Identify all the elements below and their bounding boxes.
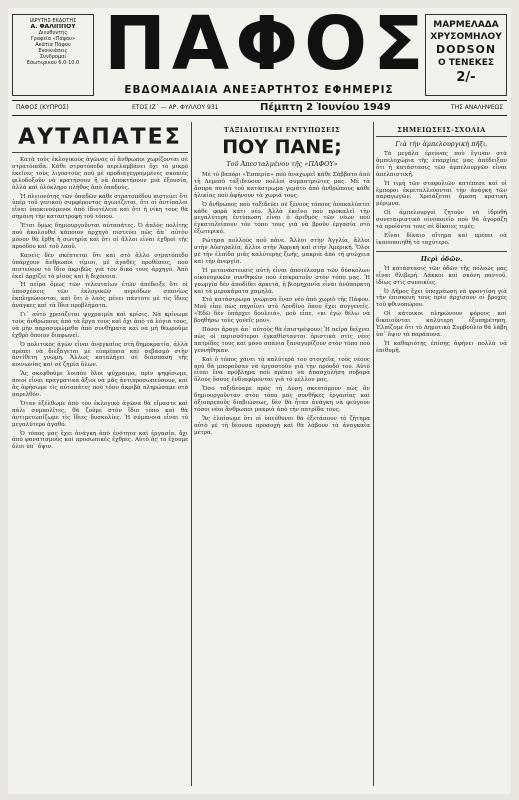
article-column-1 (12, 122, 188, 786)
article-column-3 (376, 122, 507, 786)
publisher-line: Γραφεία «Πάφου» (30, 36, 76, 42)
publisher-line: Ενοικιάσεις (38, 48, 68, 54)
dateline-issue: ΕΤΟΣ ΙΖ΄ — ΑΡ. ΦΥΛΛΟΥ 931 (132, 104, 219, 111)
article-paragraph: Ἡ πλειονότης τῶν ὁπαδῶν κάθε στρατοπέδου πιστεύει ὅτι ὑπὲρ τοῦ γενικοῦ συμφέροντος ἀγωνίζεται, ὅτι οἱ ἀντίπαλοι εἶναι ὑποκινούμενοι ἀπὸ ἰδιοτέλεια καὶ ὅτι ἡ νίκη τους θὰ σημάνη τὴν καταστροφὴ τοῦ τόπου. (12, 193, 188, 221)
publisher-line: Διευθυντής (38, 30, 68, 36)
publisher-line: Ακάτια Πάφου (35, 42, 71, 48)
publisher-line: Α. ΦΑΛΙΠΠΟΥ (30, 24, 76, 30)
section-divider (376, 251, 507, 252)
ad-line: ΧΡΥΣΟΜΗΛΟΥ (430, 32, 502, 42)
article-paragraph: Ρώτησα πολλοὺς ποῦ πᾶνε. Ἄλλοι στὴν Ἀγγλία, ἄλλοι στὴν Αὐστραλία, ἄλλοι στὴν Ἀφρική καὶ στὴν Ἀμερική. Ὅλοι μὲ τὴν ἐλπίδα μιᾶς καλύτερης ζωῆς, μακριὰ ἀπὸ τὴ φτώχεια καὶ τὴν ἀνεργία. (194, 238, 370, 265)
article-paragraph: Ἔτσι ὅμως δημιουργοῦνται αὐταπάτες. Ὁ ἀπλὸς πολίτης ποὺ ἀκολουθεῖ κάποιον ἀρχηγὸ πιστεύει πὼς ἀπ᾿ αὐτὸν μόνον θὰ ἔρθη ἡ σωτηρία καὶ ὅτι οἱ ἄλλοι εἶναι ἐχθροὶ τῆς προόδου καὶ τοῦ λαοῦ. (12, 223, 188, 250)
article-paragraph: Στὸ κατάστρωμα γνώρισα ἕναν νέο ἀπὸ χωριὸ τῆς Πάφου. Μοῦ εἶπε πὼς πηγαίνει στὸ Λονδῖνο ὅπου ἔχει συγγενεῖς. «Ἐδῶ δὲν ὑπάρχει δουλειά», μοῦ εἶπε, «κι ἐγὼ θέλω νὰ βοηθήσω τοὺς γονεῖς μου». (194, 297, 370, 325)
dateline-address: ΤΗΣ ΑΝΑΛΗΨΕΩΣ (450, 104, 503, 111)
newspaper-subtitle: ΕΒΔΟΜΑΔΙΑΙΑ ΑΝΕΞΑΡΤΗΤΟΣ ΕΦΗΜΕΡΙΣ (124, 84, 394, 96)
article-paragraph: Ὁ τόπος μας ἔχει ἀνάγκη ἀπὸ ἑνότητα καὶ ἐργασία, ὄχι ἀπὸ φανατισμοὺς καὶ προσωπικὲς ἔχθρες. Αὐτὸ ἂς τὸ ἔχουμε ὅλοι ὑπ᾿ ὄψιν. (12, 430, 188, 451)
article-paragraph: Ἂς ἐλπίσωμε ὅτι οἱ ὑπεύθυνοι θὰ ἐξετάσουν τὸ ζήτημα αὐτὸ μὲ τὴ δέουσα προσοχὴ καὶ θὰ λάβουν τὰ ἀναγκαῖα μέτρα. (194, 415, 370, 436)
dateline (12, 100, 507, 116)
ad-price-label: Ο ΤΕΝΕΚΕΣ (437, 58, 495, 68)
article-paragraph: Ὅταν ἐξέλθωμε ἀπὸ τὸν ἐκλογικὸ ἀγῶνα θὰ εἴμαστε καὶ πάλι συμπολῖτες, θὰ ζοῦμε στὸν ἴδιο τόπο καὶ θὰ ἀντιμετωπίζωμε τὶς ἴδιες δυσκολίες. Ἡ σύμπνοια εἶναι τὸ μεγαλύτερο ἀγαθό. (12, 400, 188, 428)
article-paragraph: Ἡ τιμὴ τῶν σταφυλιῶν κατέπεσε καὶ οἱ ἔμποροι ἐκμεταλλεύονται τὴν ἀνάγκη τῶν παραγωγῶν. Χρειάζεται ἄμεση κρατικὴ μέριμνα. (376, 180, 507, 208)
article-paragraph: Γι᾿ αὐτὸ χρειάζεται ψυχραιμία καὶ κρίσις. Νὰ κρίνωμε τοὺς ἀνθρώπους ἀπὸ τὰ ἔργα τους καὶ ὄχι ἀπὸ τὰ λόγια τους, νὰ μὴν παρασυρώμεθα ἀπὸ συνθήματα καὶ νὰ μὴ θεωροῦμε ἐχθρὸ ὅποιον διαφωνεῖ. (12, 312, 188, 339)
article-paragraph: Εἶναι δίκαιο αἴτημα καὶ πρέπει νὰ ἱκανοποιηθῆ τὸ ταχύτερο. (376, 232, 507, 246)
article-paragraph: Ἡ πεῖρα ὅμως τῶν τελευταίων ἐτῶν ἀπέδειξε ὅτι οἱ ὑποσχέσεις τῶν ἐκλογικῶν περιόδων σπανίως ἐκπληρώνονται, καὶ ὅτι ὁ λαὸς μένει πάντοτε μὲ τὶς ἴδιες ἀνάγκες καὶ τὰ ἴδια προβλήματα. (12, 282, 188, 310)
section-subhead: Περὶ ὁδῶν. (420, 254, 463, 263)
article-paragraph: Ἡ καθαριότης ἐπίσης ἀφήνει πολλὰ νὰ ἐπιθυμῆ. (376, 340, 507, 354)
article-body (12, 157, 188, 451)
article-byline: Τοῦ Ἀπεσταλμένου τῆς «ΠΑΦΟΥ» (226, 160, 338, 168)
article-paragraph: Ὅσο ταξιδεύαμε πρὸς τὴ Δύση σκεπτόμουν πὼς ἂν δημιουργοῦνταν στὸν τόπο μας συνθῆκες ἐργασίας καὶ ἀξιοπρεποῦς διαβιώσεως, δὲν θὰ ἦταν ἀνάγκη νὰ φεύγουν τόσοι νέοι ἄνθρωποι μακριὰ ἀπὸ τὴν πατρίδα τους. (194, 386, 370, 413)
article-paragraph: Τὰ μεγάλα ἐρεύνας ποὺ ἔγιναν στὰ ἀμπελοχώρια τῆς ἐπαρχίας μας ἀπέδειξαν ὅτι ἡ κατάστασις τῶν ἀμπελουργῶν εἶναι ἀπελπιστική. (376, 151, 507, 178)
advertisement-box (425, 14, 507, 96)
newspaper-title: ΠΑΦΟΣ (104, 1, 430, 87)
article-headline: ΠΟΥ ΠΑΝΕ; (222, 136, 342, 158)
article-paragraph: Καὶ ὁ τόπος χάνει τὰ καλύτερά του στοιχεῖα, τοὺς νέους ποὺ θὰ μποροῦσαν νὰ ἐργαστοῦν γιὰ τὴν πρόοδό του. Αὐτὸ εἶναι ἕνα πρόβλημα ποὺ πρέπει νὰ ἀπασχολήση σοβαρὰ ὅλους ὅσους ἐνδιαφέρονται γιὰ τὸ μέλλον μας. (194, 356, 370, 384)
publisher-line: Εσωτερικού 6.0-10.0 (26, 60, 80, 66)
dateline-place: ΠΑΦΟΣ (ΚΥΠΡΟΣ) (16, 104, 69, 111)
article-kicker: ΤΑΞΙΔΙΩΤΙΚΑΙ ΕΝΤΥΠΩΣΕΙΣ (223, 126, 341, 134)
article-headline: ΑΥΤΑΠΑΤΕΣ (12, 126, 188, 153)
article-paragraph: Ὁ ἄνθρωπος ποὺ ταξιδεύει σὲ ξένους τόπους ἀνακαλύπτει κάθε φορὰ κάτι νέο. Ἀλλὰ ἐκεῖνο ποὺ προκαλεῖ τὴν μεγαλύτερη ἐντύπωση εἶναι ὁ ἀριθμὸς τῶν νέων ποὺ ἐγκαταλείπουν τὸν τόπο τους γιὰ νὰ βροῦν ἐργασία στὸ ἐξωτερικό. (194, 201, 370, 236)
masthead (8, 1, 511, 120)
publisher-line: Συνδρομαί (39, 54, 67, 60)
section-subhead: Γιὰ τὴν ἀμπελουργικὴ πῆξι. (395, 140, 488, 148)
ad-line: ΜΑΡΜΕΛΑΔΑ (433, 20, 499, 30)
article-paragraph: Ὁ Δῆμος ἔχει ὑποχρέωση νὰ φροντίση γιὰ τὴν ἐπισκευὴ τους πρὶν ἀρχίσουν οἱ βροχές τοῦ φθινοπώρου. (376, 288, 507, 309)
article-paragraph: Κανεὶς δὲν σκέπτεται ὅτι καὶ στὸ ἄλλο στρατόπεδο ὑπάρχουν ἄνθρωποι τίμιοι, μὲ ἀγαθὲς προθέσεις, ποὺ πιστεύουν τὸ ἴδιο ἀκριβῶς γιὰ τὸν δικό τους ἀρχηγό. Ἀπὸ ἐκεῖ ἀρχίζει τὸ μῖσος καὶ ἡ διχόνοια. (12, 252, 188, 280)
article-paragraph: Ἡ κατάστασις τῶν ὁδῶν τῆς πόλεώς μας εἶναι θλιβερή. Λάκκοι καὶ σκόνη παντοῦ, ἰδίως στὶς συνοικίες. (376, 265, 507, 286)
article-paragraph: Πόσοι ἄραγε ἀπ᾿ αὐτοὺς θὰ ἐπιστρέψουν; Ἡ πεῖρα δείχνει πὼς οἱ περισσότεροι ἐγκαθίστανται ὁριστικὰ στὶς νέες πατρίδες τους καὶ μόνο σπάνια ξαναγυρίζουν στὸν τόπο ποὺ γεννήθηκαν. (194, 327, 370, 354)
dateline-date: Πέμπτη 2 Ἰουνίου 1949 (260, 102, 391, 113)
column-divider (191, 122, 192, 786)
article-body (376, 266, 507, 355)
column-divider (373, 122, 374, 786)
article-column-2 (194, 122, 370, 786)
ad-brand: DODSON (435, 44, 497, 56)
article-paragraph: Ἂς σκεφθοῦμε λοιπὸν ὅλοι ψύχραιμα, πρὶν ψηφίσωμε, ποιοὶ εἶναι πραγματικὰ ἄξιοι νὰ μᾶς ἀντιπροσωπεύσουν, καὶ ἂς ἀφήσωμε τὶς αὐταπάτες ποὺ τόσο ἀκριβὰ πληρώσαμε στὸ παρελθόν. (12, 371, 188, 398)
newspaper-page (8, 1, 511, 794)
section-headline: ΣΗΜΕΙΩΣΕΙΣ-ΣΧΟΛΙΑ (376, 126, 507, 137)
article-paragraph: Ὁ πολιτικὸς ἀγὼν εἶναι ἀναγκαῖος στὴ δημοκρατία, ἀλλὰ πρέπει νὰ διεξάγεται μὲ εὐπρέπεια καὶ σεβασμὸ στὴν ἀντίθετη γνώμη. Ἄλλως καταλήγει σὲ διάσπαση τῆς κοινωνίας καὶ σὲ ζημία ὅλων. (12, 341, 188, 369)
ad-price: 2/- (456, 71, 476, 85)
publisher-line: ΙΔΡΥΤΗΣ-ΕΚΔΟΤΗΣ (29, 18, 77, 24)
article-body (194, 172, 370, 437)
article-paragraph: Μὲ τὸ βαπόρι «Ἑσπερία» ποὺ ἀναχωρεῖ κάθε Σάββατο ἀπὸ τὴ Λεμεσὸ ταξιδεύουν πολλοὶ συμπατριῶτες μας. Μὲ τὰ ἄσπρα πανιὰ τοῦ κατάστρωμα γεμάτο ἀπὸ ἀνθρώπους κάθε ἡλικίας ποὺ ἀφήνουν τὰ χωριά τους. (194, 172, 370, 199)
publisher-info-box (12, 14, 94, 96)
article-paragraph: Οἱ ἀμπελουργοὶ ζητοῦν νὰ ἱδρυθῆ συνεταιριστικὸ οἰνοποιεῖο ποὺ θὰ ἀγοράζη τὰ προϊόντα τους σὲ δίκαιες τιμές. (376, 210, 507, 231)
article-paragraph: Ἡ μετανάστευσις αὐτὴ εἶναι ἀποτέλεσμα τῶν δύσκολων οἰκονομικῶν συνθηκῶν ποὺ ἐπικρατοῦν στὸν τόπο μας. Ἡ γεωργία δὲν ἀποδίδει ἀρκετά, ἡ βιομηχανία εἶναι ἀνύπαρκτη καὶ τὰ μεροκάματα χαμηλά. (194, 267, 370, 295)
article-paragraph: Οἱ κάτοικοι πληρώνουν φόρους καὶ δικαιοῦνται καλύτερη ἐξυπηρέτηση. Ἐλπίζομε ὅτι τὸ Δημοτικὸ Συμβούλιο θὰ λάβη ὑπ᾿ ὄψιν τὰ παράπονα. (376, 311, 507, 338)
article-body (376, 151, 507, 247)
article-paragraph: Κατὰ τοὺς ἑκλογικοὺς ἀγῶνας οἱ ἄνθρωποι χωρίζονται σὲ στρατόπεδα. Κάθε στρατόπεδο περιλαμβάνει ὄχι τὸ μικρὸ ἐκεῖνες τοὺς λιγοστοὺς ποὺ μὲ προδιαγεγραμμένες σκοπιές φιλοδοξοῦν νὰ κρατήσουν ἢ νὰ ἀποκτήσουν μιὰ ἐξουσία, ἀλλὰ καὶ ὁλόκληρο πλῆθος ἀπὸ ὁπαδούς. (12, 157, 188, 191)
